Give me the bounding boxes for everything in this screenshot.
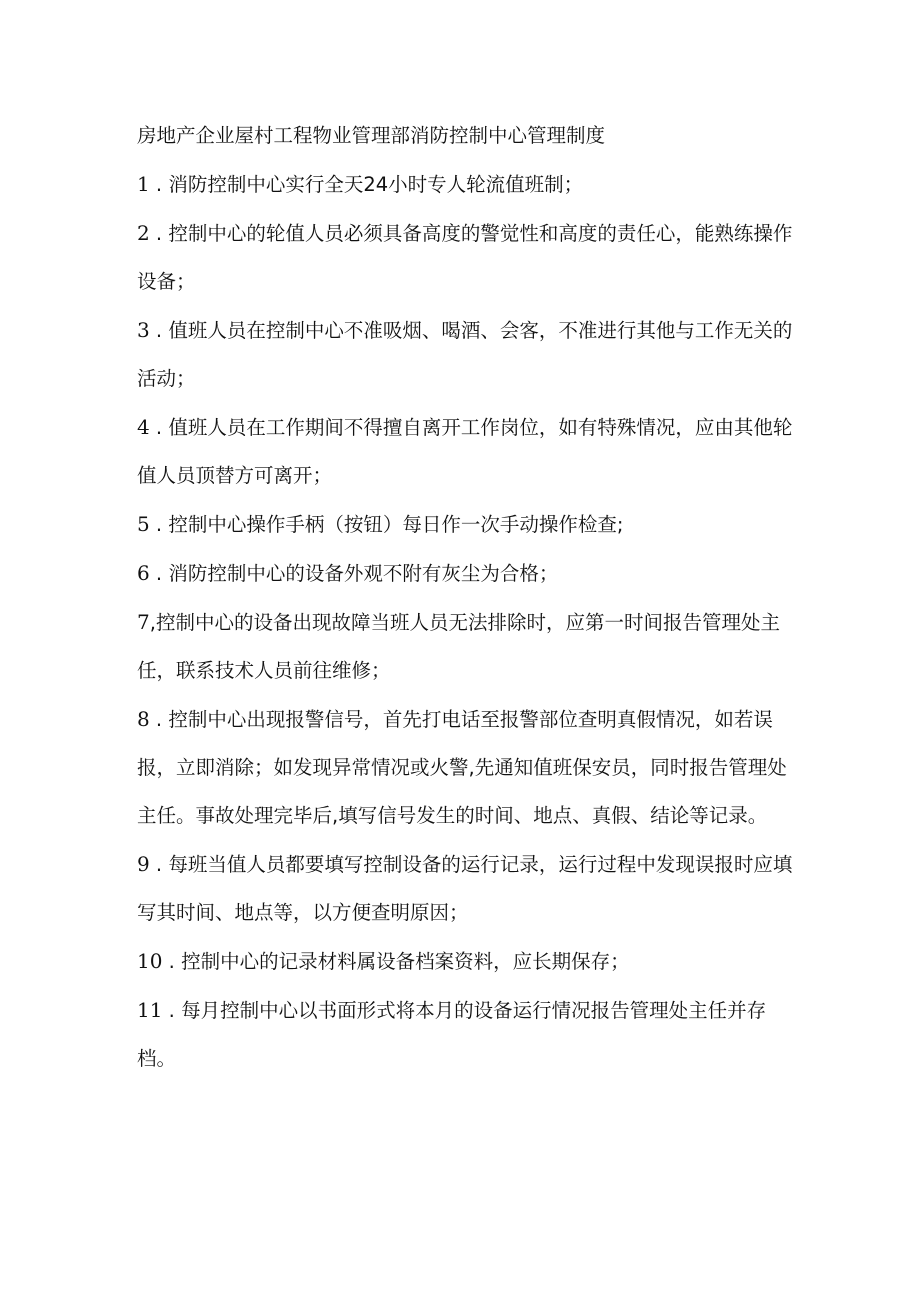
rule-separator: . bbox=[149, 173, 169, 196]
rule-separator: . bbox=[149, 708, 169, 731]
rule-text: 控制中心出现报警信号，首先打电话至报警部位查明真假情况，如若误报，立即消除；如发现异常情况或火警,先通知值班保安员，同时报告管理处主任。事故处理完毕后,填写信号发生的时间、地点、真假、结论等记录。 bbox=[137, 708, 787, 827]
rule-separator: . bbox=[149, 222, 169, 245]
rule-text: 控制中心的轮值人员必须具备高度的警觉性和高度的责任心，能熟练操作设备； bbox=[137, 222, 793, 293]
rule-item-1 bbox=[137, 160, 797, 209]
rule-item-9 bbox=[137, 840, 797, 937]
rule-separator: . bbox=[162, 950, 182, 973]
rule-text: 每班当值人员都要填写控制设备的运行记录，运行过程中发现误报时应填写其时间、地点等，以方便查明原因； bbox=[137, 853, 793, 924]
rule-item-7 bbox=[137, 598, 797, 695]
rule-item-10 bbox=[137, 937, 797, 986]
rule-separator: . bbox=[149, 562, 169, 585]
rule-text: 每月控制中心以书面形式将本月的设备运行情况报告管理处主任并存档。 bbox=[137, 999, 767, 1070]
rule-number: 6 bbox=[137, 561, 150, 585]
rule-number: 3 bbox=[137, 318, 150, 342]
rule-item-8 bbox=[137, 695, 797, 840]
rule-number: 5 bbox=[137, 512, 150, 536]
rule-item-4 bbox=[137, 403, 797, 500]
rule-separator: . bbox=[149, 853, 169, 876]
rule-text: 控制中心的设备出现故障当班人员无法排除时，应第一时间报告管理处主任，联系技术人员前往维修； bbox=[137, 611, 780, 682]
rule-text: 控制中心操作手柄（按钮）每日作一次手动操作检查; bbox=[168, 513, 624, 536]
rule-separator: . bbox=[149, 319, 169, 342]
rule-number: 9 bbox=[137, 852, 150, 876]
rule-item-2 bbox=[137, 209, 797, 306]
rule-number: 2 bbox=[137, 221, 150, 245]
rule-separator: , bbox=[149, 611, 156, 634]
document-page bbox=[137, 112, 797, 1083]
document-title: 房地产企业屋村工程物业管理部消防控制中心管理制度 bbox=[137, 124, 606, 147]
rule-separator: . bbox=[149, 416, 169, 439]
rule-text: 控制中心的记录材料属设备档案资料，应长期保存； bbox=[181, 950, 630, 973]
rule-number: 11 bbox=[137, 998, 163, 1022]
rule-item-5 bbox=[137, 500, 797, 549]
rule-list bbox=[137, 160, 797, 1083]
rule-item-3 bbox=[137, 306, 797, 403]
rule-item-6 bbox=[137, 549, 797, 598]
rule-item-11 bbox=[137, 986, 797, 1083]
rule-number: 1 bbox=[137, 172, 150, 196]
rule-number: 4 bbox=[137, 415, 150, 439]
rule-separator: . bbox=[162, 999, 182, 1022]
rule-text: 值班人员在工作期间不得擅自离开工作岗位，如有特殊情况，应由其他轮值人员顶替方可离开； bbox=[137, 416, 793, 487]
rule-text: 消防控制中心的设备外观不附有灰尘为合格； bbox=[168, 562, 559, 585]
rule-number: 8 bbox=[137, 707, 150, 731]
rule-number: 7 bbox=[137, 610, 150, 634]
rule-number: 10 bbox=[137, 949, 163, 973]
rule-separator: . bbox=[149, 513, 169, 536]
rule-text: 消防控制中心实行全天24小时专人轮流值班制； bbox=[168, 173, 584, 196]
rule-text: 值班人员在控制中心不准吸烟、喝酒、会客，不准进行其他与工作无关的活动； bbox=[137, 319, 793, 390]
